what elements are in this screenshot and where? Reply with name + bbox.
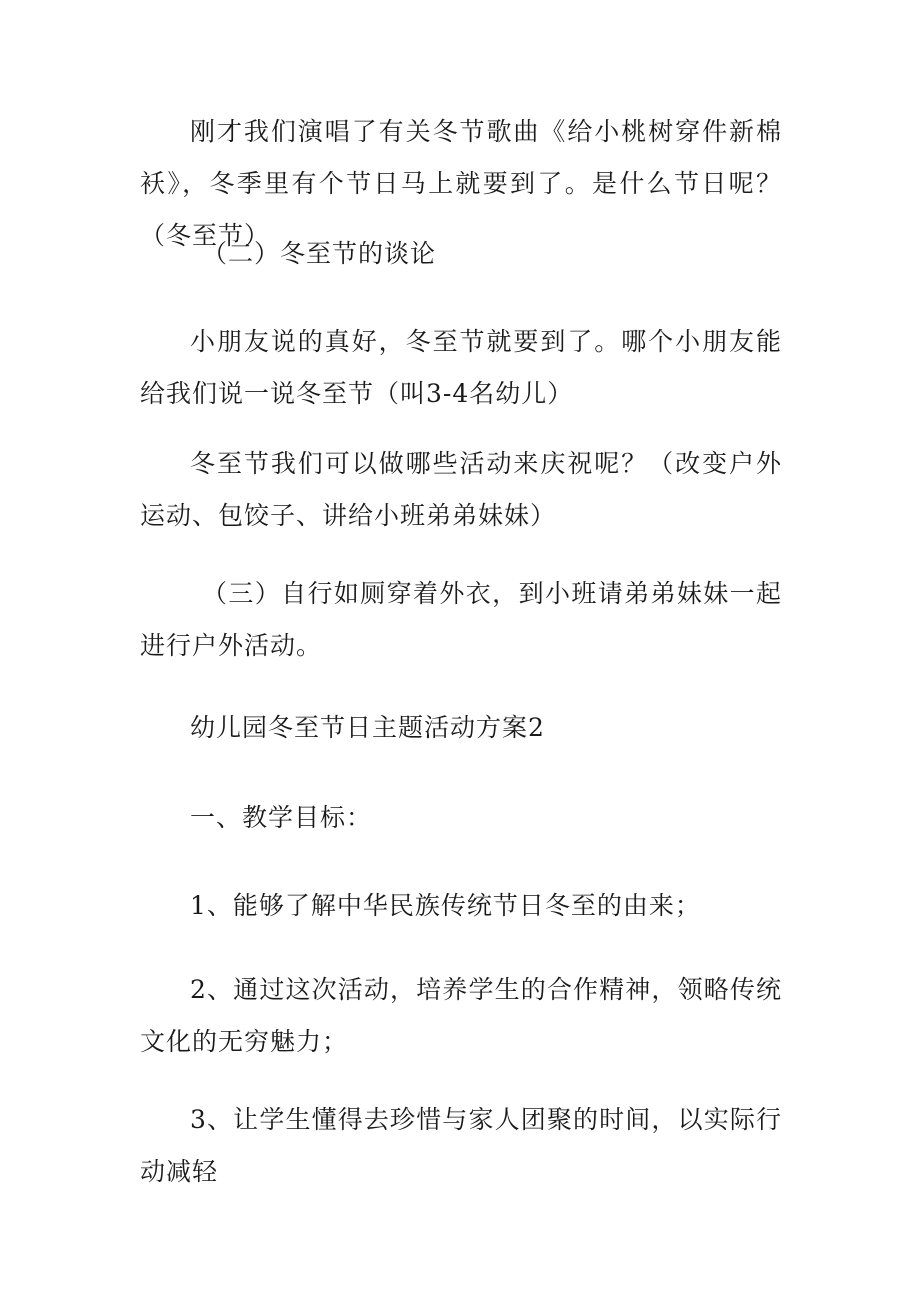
plan-title: 幼儿园冬至节日主题活动方案2 xyxy=(190,713,545,742)
paragraph-intro: 刚才我们演唱了有关冬节歌曲《给小桃树穿件新棉袄》，冬季里有个节日马上就要到了。是什么节日呢？（冬至节） xyxy=(140,117,782,250)
paragraph-outdoor: （三）自行如厕穿着外衣，到小班请弟弟妹妹一起进行户外活动。 xyxy=(140,579,782,660)
objective-item-3: 3、让学生懂得去珍惜与家人团聚的时间，以实际行动减轻 xyxy=(140,1105,782,1186)
objective-item-2: 2、通过这次活动，培养学生的合作精神，领略传统文化的无穷魅力； xyxy=(140,975,782,1056)
paragraph-activities: 冬至节我们可以做哪些活动来庆祝呢？（改变户外运动、包饺子、讲给小班弟弟妹妹） xyxy=(140,449,782,530)
section-heading-discussion: （二）冬至节的谈论 xyxy=(202,239,437,268)
objective-item-1: 1、能够了解中华民族传统节日冬至的由来； xyxy=(190,891,701,920)
section-heading-objectives: 一、教学目标： xyxy=(190,803,373,832)
paragraph-discussion: 小朋友说的真好，冬至节就要到了。哪个小朋友能给我们说一说冬至节（叫3-4名幼儿） xyxy=(140,327,782,408)
